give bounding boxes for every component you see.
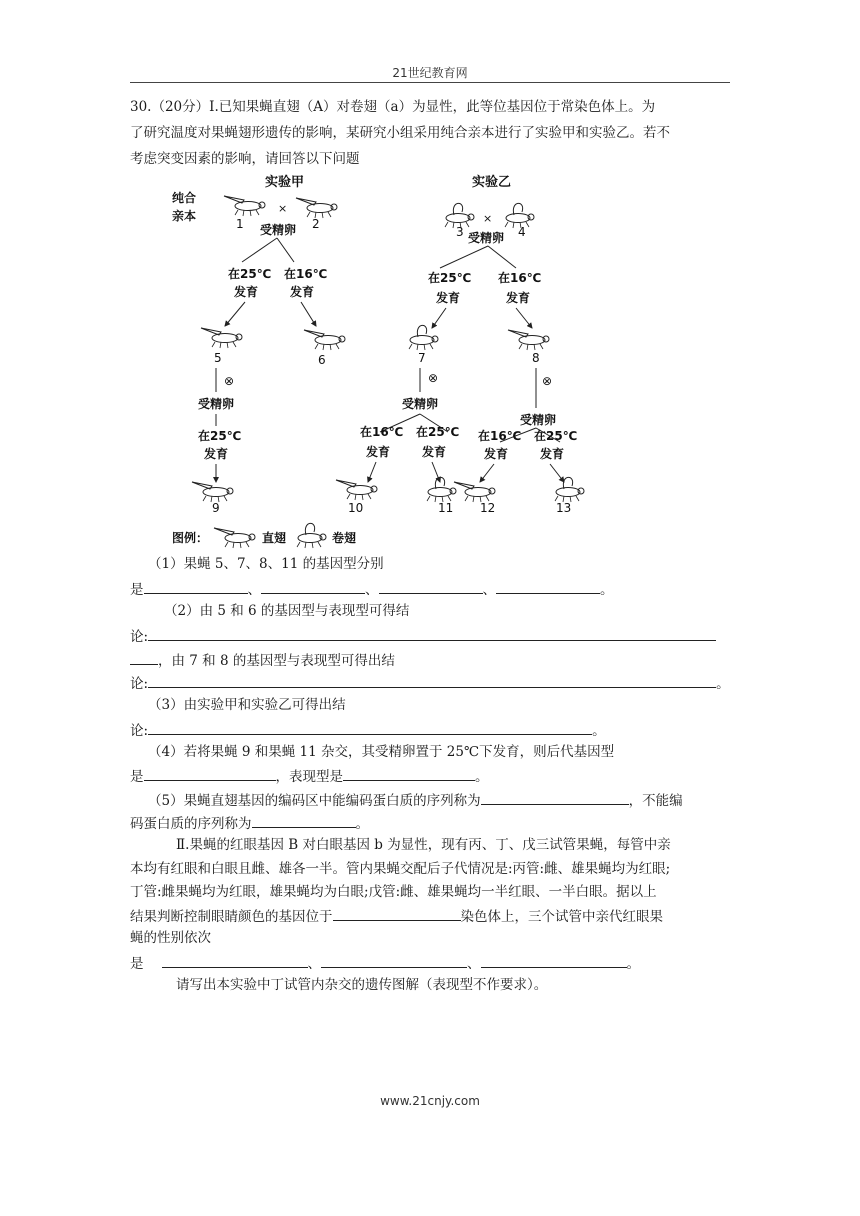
part2-line-4 [130,906,663,926]
part2-end: 。 [626,956,640,972]
temp-b-16-2: 在16℃ [360,425,404,439]
label-1: 1 [236,217,244,231]
q5-line-2 [130,813,369,833]
legend-curly: 卷翅 [332,531,357,545]
egg-b: 受精卵 [468,231,505,245]
label-10: 10 [348,501,364,515]
part2-line-7: 请写出本实验中丁试管内杂交的遗传图解（表现型不作要求）。 [176,977,548,993]
q2-prefix-2: 论: [130,676,149,692]
q2-end: 。 [716,676,730,692]
selfing-b-1: ⊗ [428,371,439,385]
q1-line-1: （1）果蝇 5、7、8、11 的基因型分别 [148,556,384,572]
legend-curly-icon [297,523,326,548]
label-3: 3 [456,225,464,239]
q2-blank-2[interactable] [130,650,158,665]
part2-line-1: Ⅱ.果蝇的红眼基因 B 对白眼基因 b 为显性，现有丙、丁、戊三试管果蝇，每管中亲 [176,837,671,853]
fly-icon-2 [296,198,337,218]
cross-symbol-b: × [483,212,493,225]
part2-text-4a: 结果判断控制眼睛颜色的基因位于 [130,909,333,925]
temp-b-25: 在25℃ [428,271,472,285]
q1-sep-2: 、 [365,582,379,598]
q2-prefix-1: 论: [130,629,149,645]
intro-line-3: 考虑突变因素的影响，请回答以下问题 [130,151,360,167]
fly-icon-1 [224,196,265,216]
part2-prefix: 是 [130,956,144,972]
part2-sep-1: 、 [307,956,321,972]
temp-b-25-3: 在25℃ [534,429,578,443]
label-pure: 纯合 [172,191,197,205]
q1-prefix: 是 [130,582,144,598]
temp-b-25-2: 在25℃ [416,425,460,439]
temp-a-25: 在25℃ [228,267,272,281]
q5-text-b: ，不能编 [628,793,683,809]
fly-icon-12 [454,482,495,502]
q5-text-c: 码蛋白质的序列称为 [130,816,252,832]
page-header: 21世纪教育网 [392,66,468,80]
develop-b-2: 发育 [506,291,531,305]
q3-line-2 [130,720,606,740]
q2-blank-3[interactable] [148,673,716,688]
part2-blank-4[interactable] [481,953,627,968]
q4-prefix: 是 [130,769,144,785]
q5-blank-1[interactable] [481,790,629,805]
egg-a: 受精卵 [260,223,297,237]
q5-line-1 [148,790,683,810]
header-divider [130,82,730,83]
selfing-a: ⊗ [224,374,235,388]
develop-a-3: 发育 [204,447,229,461]
q4-line-1: （4）若将果蝇 9 和果蝇 11 杂交，其受精卵置于 25℃下发育，则后代基因型 [148,744,615,760]
label-4: 4 [518,225,526,239]
title-experiment-b: 实验乙 [472,175,512,190]
q4-line-2 [130,766,489,786]
q1-blank-4[interactable] [496,579,600,594]
label-6: 6 [318,353,326,367]
fly-icon-5 [201,328,242,348]
part2-line-5: 蝇的性别依次 [130,930,211,946]
q5-text-a: （5）果蝇直翅基因的编码区中能编码蛋白质的序列称为 [148,793,481,809]
develop-b-5: 发育 [484,447,509,461]
page-footer: www.21cnjy.com [380,1094,480,1108]
part2-text-4b: 染色体上，三个试管中亲代红眼果 [460,909,663,925]
fly-icon-10 [336,480,377,500]
q1-line-2 [130,579,614,599]
temp-a-25-2: 在25℃ [198,429,242,443]
title-experiment-a: 实验甲 [265,175,305,190]
fly-icon-9 [192,482,233,502]
q2-line-3 [130,650,395,670]
q3-blank[interactable] [148,720,592,735]
q1-blank-3[interactable] [379,579,483,594]
selfing-b-2: ⊗ [542,374,553,388]
part2-line-2: 本均有红眼和白眼且雌、雄各一半。管内果蝇交配后子代情况是:丙管:雌、雄果蝇均为红眼; [130,861,671,877]
q2-line-1: （2）由 5 和 6 的基因型与表现型可得结 [164,603,410,619]
q2-line-2 [130,626,716,646]
legend-title: 图例： [172,531,209,545]
egg-a-2: 受精卵 [198,397,235,411]
fly-icon-13 [555,477,584,502]
q4-text-c: ，表现型是 [275,769,343,785]
part2-blank-1[interactable] [333,906,461,921]
temp-b-16: 在16℃ [498,271,542,285]
temp-b-16-3: 在16℃ [478,429,522,443]
develop-b-1: 发育 [436,291,461,305]
part2-sep-2: 、 [467,956,481,972]
label-13: 13 [556,501,572,515]
intro-line-2: 了研究温度对果蝇翅形遗传的影响，某研究小组采用纯合亲本进行了实验甲和实验乙。若不 [130,125,670,141]
cross-symbol-a: × [278,202,288,215]
part2-blank-2[interactable] [162,953,308,968]
label-7: 7 [418,351,426,365]
legend-straight: 直翅 [262,531,287,545]
q1-sep-1: 、 [247,582,261,598]
q5-blank-2[interactable] [252,813,356,828]
q3-line-1: （3）由实验甲和实验乙可得出结 [148,697,346,713]
experiment-diagram [170,170,590,550]
label-2: 2 [312,217,320,231]
label-5: 5 [214,351,222,365]
develop-b-4: 发育 [422,445,447,459]
temp-a-16: 在16℃ [284,267,328,281]
legend-straight-icon [214,528,255,548]
intro-line-1: 30.（20分）Ⅰ.已知果蝇直翅（A）对卷翅（a）为显性，此等位基因位于常染色体上。为 [130,99,656,115]
q2-blank-1[interactable] [148,626,716,641]
label-parents: 亲本 [172,209,197,223]
q1-sep-3: 、 [482,582,496,598]
label-9: 9 [212,501,220,515]
q4-end: 。 [475,769,489,785]
fly-icon-6 [304,330,345,350]
part2-line-3: 丁管:雌果蝇均为红眼，雄果蝇均为白眼;戊管:雌、雄果蝇均一半红眼、一半白眼。据以上 [130,884,657,900]
fly-icon-8 [508,330,549,350]
part2-blank-3[interactable] [321,953,467,968]
q1-blank-2[interactable] [261,579,365,594]
q4-blank-2[interactable] [343,766,475,781]
q1-blank-1[interactable] [144,579,248,594]
q1-end: 。 [600,582,614,598]
q2-text-c: ，由 7 和 8 的基因型与表现型可得出结 [158,653,395,669]
part2-line-6 [130,953,640,973]
develop-b-3: 发育 [366,445,391,459]
egg-b-3: 受精卵 [520,413,557,427]
label-12: 12 [480,501,496,515]
develop-a-2: 发育 [290,285,315,299]
label-8: 8 [532,351,540,365]
develop-a-1: 发育 [234,285,259,299]
q5-end: 。 [355,816,369,832]
q4-blank-1[interactable] [144,766,276,781]
q2-line-4 [130,673,730,693]
fly-icon-7 [409,325,438,350]
develop-b-6: 发育 [540,447,565,461]
q3-prefix: 论: [130,723,149,739]
q3-end: 。 [592,723,606,739]
fly-icon-11 [427,477,456,502]
label-11: 11 [438,501,454,515]
egg-b-2: 受精卵 [402,397,439,411]
